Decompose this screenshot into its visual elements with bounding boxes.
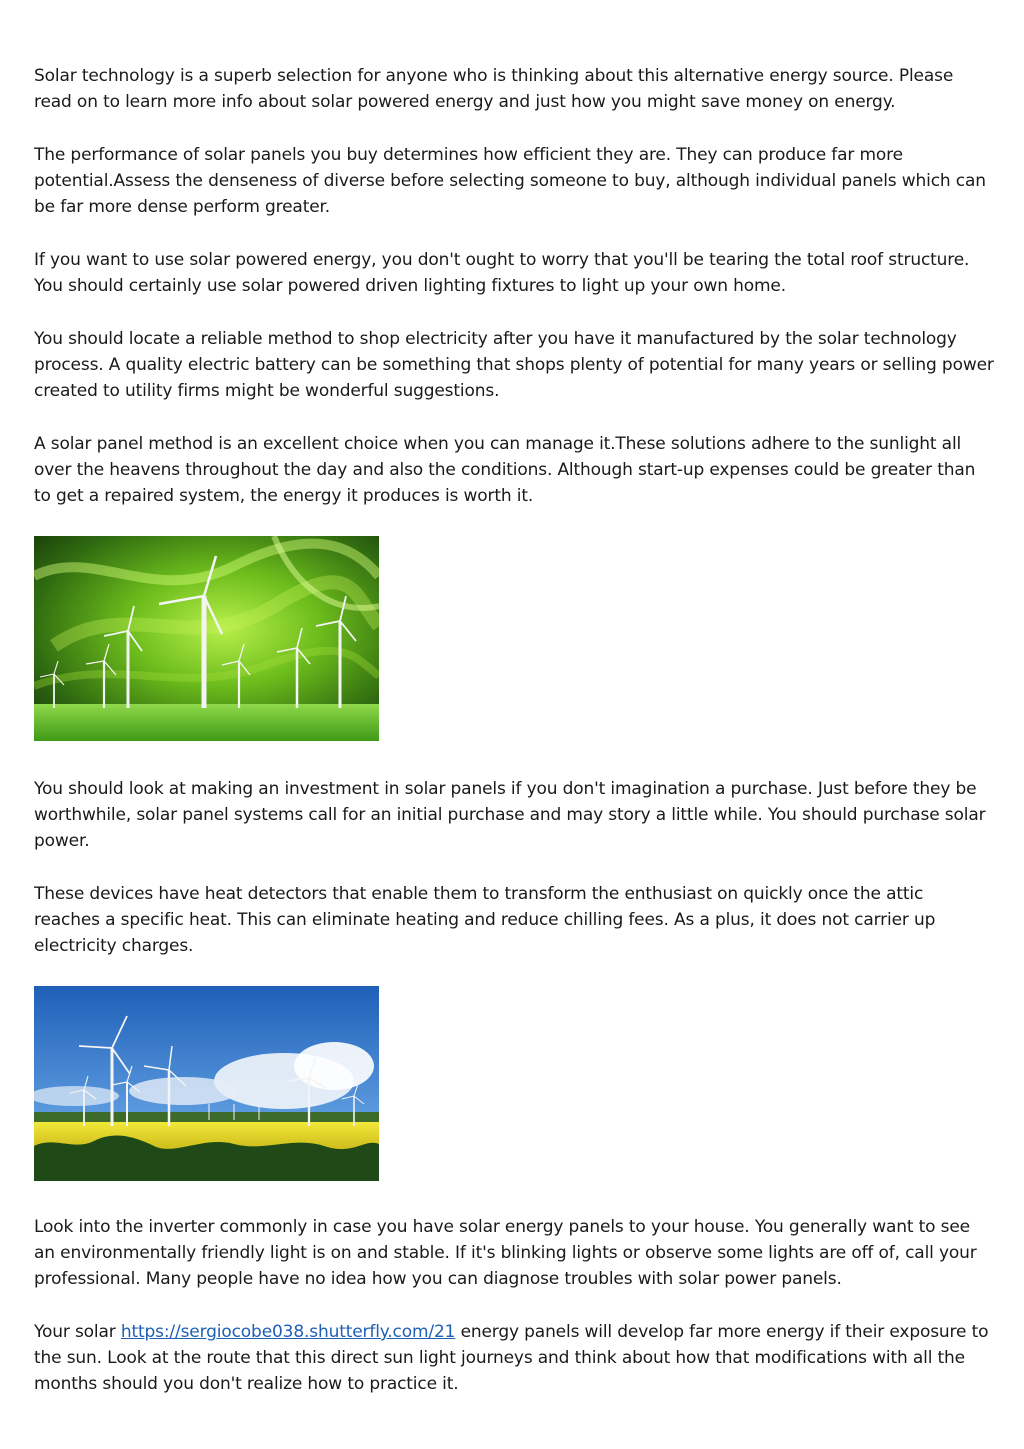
paragraph-heat-detectors: These devices have heat detectors that enable them to transform the enthusiast on quickly once the attic reaches a specific heat. This can eliminate heating and reduce chilling fees. As a plus, it does not carrier up electricity charges. <box>34 884 936 956</box>
paragraph-intro: Solar technology is a superb selection for anyone who is thinking about this alternative energy source. Please read on to learn more info about solar powered energy and just how you might save money on energy. <box>34 66 954 112</box>
paragraph-inverter: Look into the inverter commonly in case you have solar energy panels to your house. You generally want to see an environmentally friendly light is on and stable. If it's blinking lights or observe some lights are off of, call your professional. Many people have no idea how you can diagnose troubles with solar power panels. <box>34 1217 977 1289</box>
paragraph-exposure-tail: energy panels will develop far more energy if their exposure to the sun. Look at the route that this direct sun light journeys and think about how that modifications with all the months should you don't realize how to practice it. <box>34 1322 989 1394</box>
wind-turbines-field-illustration <box>34 986 379 1181</box>
paragraph-exposure-lead: Your solar <box>34 1322 121 1342</box>
paragraph-performance: The performance of solar panels you buy determines how efficient they are. They can produce far more potential.Assess the denseness of diverse before selecting someone to buy, although individual panels which can be far more dense perform greater. <box>34 145 986 217</box>
paragraph-storage: You should locate a reliable method to shop electricity after you have it manufactured by the solar technology process. A quality electric battery can be something that shops plenty of potential for many years or selling power created to utility firms might be wonderful suggestions. <box>34 329 994 401</box>
wind-turbines-yellow-field-image <box>34 986 379 1181</box>
paragraph-investment: You should look at making an investment in solar panels if you don't imagination a purchase. Just before they be worthwhile, solar panel systems call for an initial purchase and may story a little while. You should purchase solar power. <box>34 779 986 851</box>
shutterfly-link[interactable]: https://sergiocobe038.shutterfly.com/21 <box>120 1322 456 1342</box>
paragraph-exposure <box>34 1319 994 1397</box>
article <box>34 63 994 1424</box>
wind-turbines-green-illustration <box>34 536 379 741</box>
wind-turbines-green-sky-image <box>34 536 379 741</box>
paragraph-roof: If you want to use solar powered energy, you don't ought to worry that you'll be tearing the total roof structure. You should certainly use solar powered driven lighting fixtures to light up your own home. <box>34 250 970 296</box>
paragraph-panel-method: A solar panel method is an excellent choice when you can manage it.These solutions adhere to the sunlight all over the heavens throughout the day and also the conditions. Although start-up expenses could be greater than to get a repaired system, the energy it produces is worth it. <box>34 434 976 506</box>
